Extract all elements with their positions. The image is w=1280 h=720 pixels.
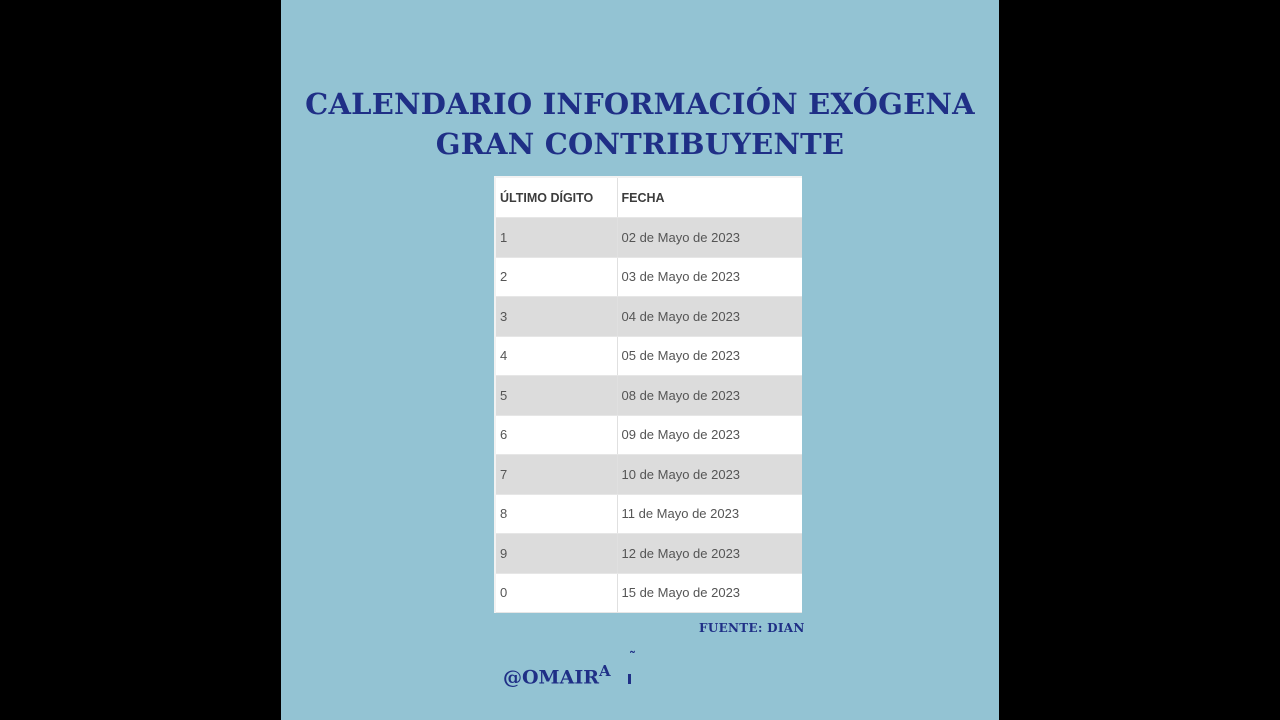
table-row bbox=[496, 494, 802, 534]
social-handle bbox=[503, 662, 611, 688]
row-digit: 1 bbox=[496, 218, 617, 258]
header-last-digit: ÚLTIMO DÍGITO bbox=[496, 178, 617, 218]
row-date: 03 de Mayo de 2023 bbox=[617, 257, 802, 297]
row-date: 02 de Mayo de 2023 bbox=[617, 218, 802, 258]
content-panel: CALENDARIO INFORMACIÓN EXÓGENA GRAN CONTRIBUYENTE ÚLTIMO DÍGITO FECHA 1 02 de Mayo de 2023 2 03 de Mayo de 2023 3 04 de Mayo de 2023 4 05 de Mayo de 2023 5 08 de Mayo de 2023 6 09 de Mayo de 2023 7 10 de Mayo de 2023 8 11 de Mayo de 2023 9 12 de Mayo de 2023 0 15 de Mayo de 2023 FUENTE: DIAN $@OMAIR^A$ ˜ bbox=[281, 0, 999, 720]
row-date: 09 de Mayo de 2023 bbox=[617, 415, 802, 455]
social-handle-superscript: A bbox=[599, 662, 611, 680]
row-digit: 4 bbox=[496, 336, 617, 376]
row-date: 05 de Mayo de 2023 bbox=[617, 336, 802, 376]
row-date: 15 de Mayo de 2023 bbox=[617, 573, 802, 613]
table-row bbox=[496, 336, 802, 376]
table-row bbox=[496, 257, 802, 297]
row-digit: 6 bbox=[496, 415, 617, 455]
row-digit: 9 bbox=[496, 534, 617, 574]
row-digit: 0 bbox=[496, 573, 617, 613]
row-date: 10 de Mayo de 2023 bbox=[617, 455, 802, 495]
page-title bbox=[281, 84, 999, 164]
table-row bbox=[496, 415, 802, 455]
table-row bbox=[496, 573, 802, 613]
title-line-2: GRAN CONTRIBUYENTE bbox=[435, 127, 845, 161]
table-row bbox=[496, 534, 802, 574]
header-date: FECHA bbox=[617, 178, 802, 218]
row-date: 11 de Mayo de 2023 bbox=[617, 494, 802, 534]
row-digit: 2 bbox=[496, 257, 617, 297]
calendar-table bbox=[496, 178, 802, 613]
title-line-1: CALENDARIO INFORMACIÓN EXÓGENA bbox=[305, 87, 975, 121]
row-digit: 7 bbox=[496, 455, 617, 495]
table-row bbox=[496, 376, 802, 416]
source-caption: FUENTE: DIAN bbox=[699, 621, 805, 635]
social-handle-text: @OMAIR bbox=[503, 666, 600, 689]
row-date: 04 de Mayo de 2023 bbox=[617, 297, 802, 337]
table-row bbox=[496, 297, 802, 337]
row-date: 08 de Mayo de 2023 bbox=[617, 376, 802, 416]
table-header-row bbox=[496, 178, 802, 218]
table-row bbox=[496, 218, 802, 258]
row-date: 12 de Mayo de 2023 bbox=[617, 534, 802, 574]
row-digit: 8 bbox=[496, 494, 617, 534]
calendar-table-container bbox=[494, 176, 802, 613]
row-digit: 5 bbox=[496, 376, 617, 416]
row-digit: 3 bbox=[496, 297, 617, 337]
table-row bbox=[496, 455, 802, 495]
